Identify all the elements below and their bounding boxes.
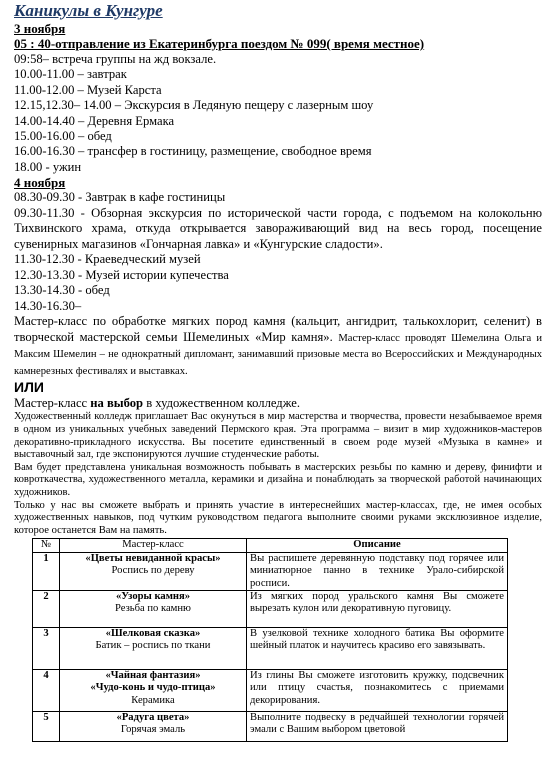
table-header-row	[33, 539, 508, 552]
schedule-item: 15.00-16.00 – обед	[14, 129, 112, 144]
schedule-item: 13.30-14.30 - обед	[14, 283, 110, 298]
or-heading: ИЛИ	[14, 379, 44, 396]
schedule-item: 14.30-16.30–	[14, 298, 82, 313]
masterclass-main-text: Мастер-класс по обработке мягких пород камня (кальцит, ангидрит, талькохлорит, селенит) в творческой мастерской семьи Шемелиных «Мир камня».	[14, 314, 542, 344]
table-row	[33, 712, 508, 742]
choice-prefix: Мастер-класс	[14, 396, 91, 411]
schedule-item: 14.00-14.40 – Деревня Ермака	[14, 113, 175, 128]
table-header-description: Описание	[247, 539, 508, 552]
schedule-item: 09:58– встреча группы на жд вокзале.	[14, 52, 217, 66]
masterclass-paragraph	[14, 314, 542, 379]
schedule-item: 18.00 - ужин	[14, 159, 82, 174]
college-paragraph-2: Вам будет представлена уникальная возможность побывать в мастерских резьбы по камню и дереву, финифти и ковроткачества, художественного металла, керамики и дизайна и понаблюдать за творческой работой начинающих художников.	[14, 461, 542, 498]
schedule-item: 16.00-16.30 – трансфер в гостиницу, размещение, свободное время	[14, 144, 372, 159]
schedule-item: 08.30-09.30 - Завтрак в кафе гостиницы	[14, 190, 226, 205]
row-masterclass-name-2: «Чудо-конь и чудо-птица»	[90, 682, 216, 694]
schedule-item: 12.15,12.30– 14.00 – Экскурсия в Ледяную пещеру с лазерным шоу	[14, 98, 374, 113]
day2-date: 4 ноября	[14, 175, 66, 191]
row-masterclass-name: «Узоры камня»	[115, 591, 191, 602]
table-header-masterclass: Мастер-класс	[60, 539, 247, 552]
day1-departure: 05 : 40-отправление из Екатеринбурга поездом № 099( время местное)	[14, 36, 425, 51]
masterclass-small-text: Мастер-класс проводят Шемелина Ольга и Максим Шемелин – не однократный дипломант, занимавший призовые места во Всероссийских и Международных камнерезных фестивалях и выставках.	[14, 332, 542, 377]
college-paragraph-1: Художественный колледж приглашает Вас окунуться в мир мастерства и творчества, провести незабываемое время в одном из уникальных учебных заведений Пермского края. Эта программа – визит в мир художников-мастеров декоративно-прикладного искусства. Вы посетите единственный в своем роде музей «Музыка в камне» и выставочный зал, где экспонируются лучшие студенческие работы.	[14, 411, 542, 461]
row-masterclass	[60, 552, 247, 590]
schedule-item: 11.30-12.30 - Краеведческий музей	[14, 252, 201, 267]
row-masterclass-name: «Чайная фантазия»	[105, 670, 201, 681]
row-number: 3	[33, 628, 60, 670]
row-masterclass-name: «Цветы невиданной красы»	[85, 552, 221, 564]
table-row	[33, 552, 508, 590]
row-masterclass	[60, 670, 247, 712]
table-row	[33, 670, 508, 712]
row-masterclass-sub: Керамика	[131, 694, 175, 706]
schedule-item: 10.00-11.00 – завтрак	[14, 67, 127, 82]
schedule-item: 11.00-12.00 – Музей Карста	[14, 82, 162, 97]
row-description: Из глины Вы сможете изготовить кружку, подсвечник или птицу счастья, познакомитесь с приемами декорирования.	[247, 670, 508, 712]
row-description: Из мягких пород уральского камня Вы сможете вырезать кулон или декоративную пуговицу.	[247, 591, 508, 628]
row-description: В узелковой технике холодного батика Вы оформите шейный платок и научитесь красиво его завязывать.	[247, 628, 508, 670]
row-masterclass-name: «Радуга цвета»	[116, 712, 190, 723]
city-tour-paragraph: 09.30-11.30 - Обзорная экскурсия по исторической части города, с подъемом на колокольню Тихвинского храма, откуда открывается завораживающий вид на весь город, посещение сувенирных магазинов «Гончарная лавка» и «Кунгурские сладости».	[14, 205, 542, 251]
row-masterclass	[60, 628, 247, 670]
table-row	[33, 591, 508, 628]
row-number: 4	[33, 670, 60, 712]
row-description: Вы распишете деревянную подставку под горячее или миниатюрное панно в технике Урало-сибирской росписи.	[247, 552, 508, 590]
row-masterclass	[60, 712, 247, 742]
college-paragraph-3: Только у нас вы сможете выбрать и принять участие в интереснейших мастер-классах, где, не имея особых художественных навыков, под чутким руководством педагога выполните своими руками эксклюзивное изделие, которое останется Вам на память.	[14, 499, 542, 536]
masterclass-table	[32, 538, 508, 742]
row-number: 1	[33, 552, 60, 590]
row-masterclass-sub: Роспись по дереву	[111, 565, 195, 577]
row-masterclass-sub: Горячая эмаль	[120, 724, 186, 736]
row-masterclass	[60, 591, 247, 628]
row-masterclass-name: «Шелковая сказка»	[105, 628, 201, 639]
row-number: 2	[33, 591, 60, 628]
page-title: Каникулы в Кунгуре	[14, 1, 163, 20]
row-masterclass-sub: Резьба по камню	[115, 603, 191, 615]
choice-heading	[14, 395, 542, 411]
day1-date: 3 ноября	[14, 21, 66, 36]
table-row	[33, 628, 508, 670]
table-header-num: №	[33, 539, 60, 552]
day1-schedule	[14, 52, 542, 175]
choice-bold: на выбор	[90, 396, 144, 411]
row-description: Выполните подвеску в редчайшей технологии горячей эмали с Вашим выбором цветовой	[247, 712, 508, 742]
choice-suffix: в художественном колледже.	[143, 396, 300, 411]
schedule-item: 12.30-13.30 - Музей истории купечества	[14, 267, 229, 282]
row-masterclass-sub: Батик – роспись по ткани	[95, 640, 211, 652]
row-number: 5	[33, 712, 60, 742]
